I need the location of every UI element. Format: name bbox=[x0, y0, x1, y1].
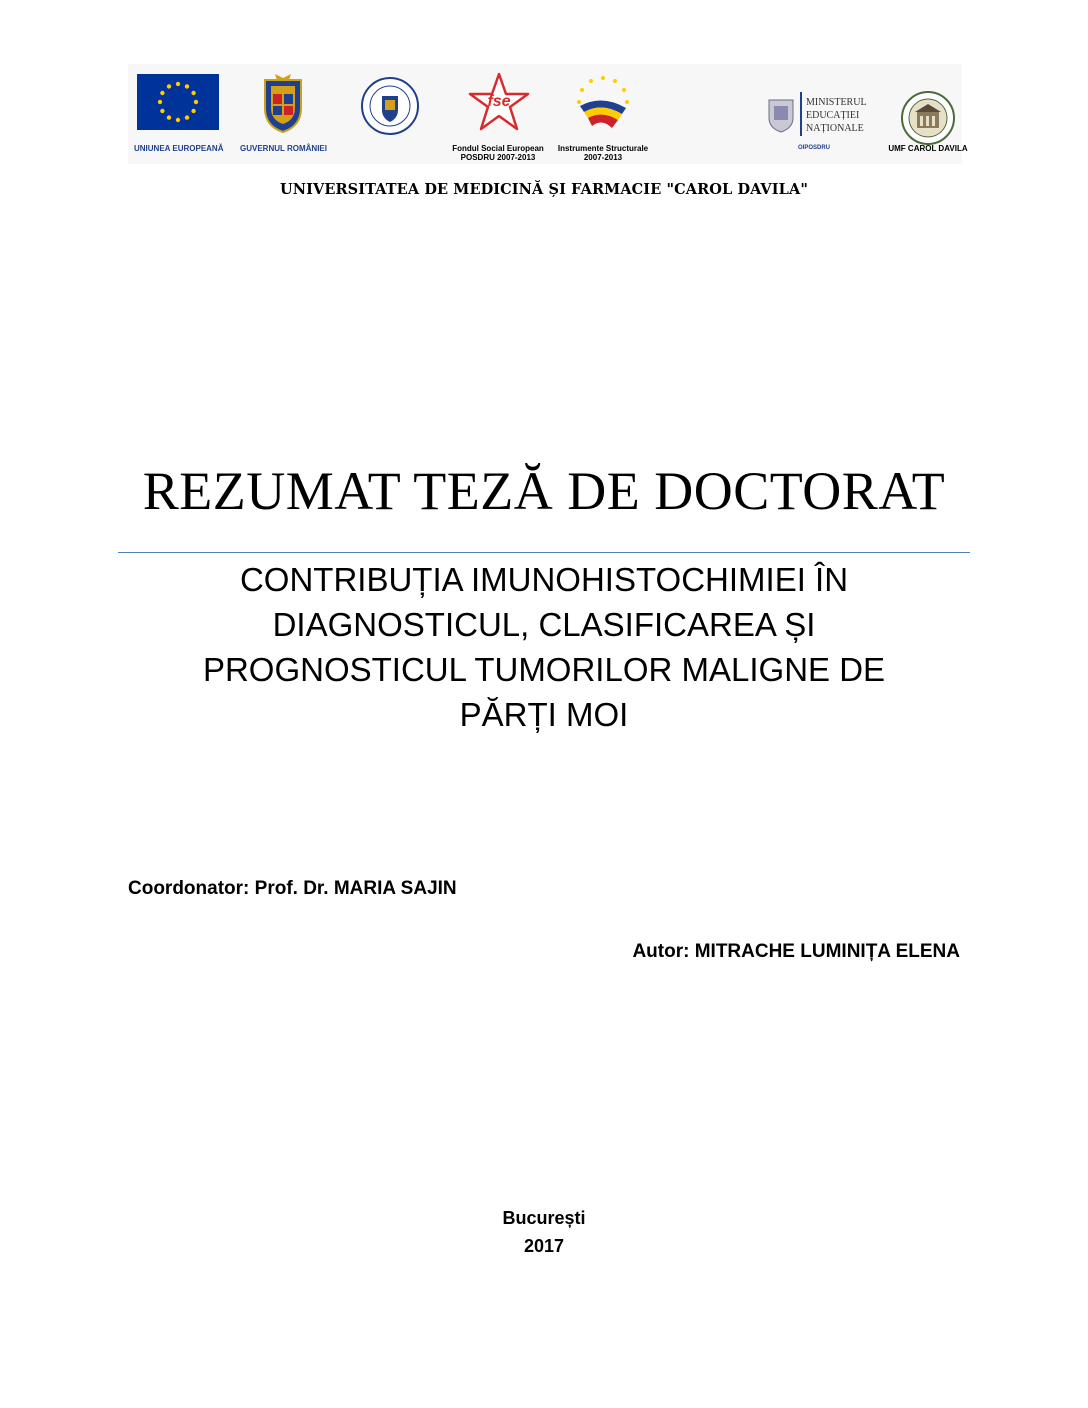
year: 2017 bbox=[523, 1236, 565, 1256]
romania-coat-of-arms-icon bbox=[261, 72, 305, 134]
subtitle-line: PROGNOSTICUL TUMORILOR MALIGNE DE bbox=[202, 651, 886, 688]
place: București bbox=[502, 1208, 586, 1228]
thesis-subtitle bbox=[120, 557, 968, 737]
ministry-divider bbox=[800, 92, 802, 136]
romania-round-seal-icon bbox=[360, 76, 420, 136]
page-title: REZUMAT TEZĂ DE DOCTORAT bbox=[142, 461, 946, 521]
title-divider bbox=[118, 552, 970, 553]
ministry-line3: NAȚIONALE bbox=[806, 123, 864, 134]
ministry-line2: EDUCAȚIEI bbox=[806, 110, 860, 121]
ministry-crest-icon bbox=[766, 94, 796, 134]
logo-strip bbox=[128, 64, 968, 164]
fse-caption-line1: Fondul Social European bbox=[452, 144, 544, 153]
author: Autor: MITRACHE LUMINIȚA ELENA bbox=[632, 941, 960, 962]
is-caption-line1: Instrumente Structurale bbox=[557, 144, 649, 153]
subtitle-line: PĂRȚI MOI bbox=[459, 696, 629, 733]
umf-caption: UMF CAROL DAVILA bbox=[888, 144, 968, 153]
ministry-caption: OIPOSDRU bbox=[797, 145, 830, 151]
is-caption-line2: 2007-2013 bbox=[583, 153, 623, 162]
subtitle-line: CONTRIBUȚIA IMUNOHISTOCHIMIEI ÎN bbox=[239, 561, 849, 598]
gov-caption: GUVERNUL ROMÂNIEI bbox=[240, 144, 327, 153]
structural-instruments-icon bbox=[572, 72, 634, 134]
subtitle-line: DIAGNOSTICUL, CLASIFICAREA ȘI bbox=[272, 606, 816, 643]
coordinator: Coordonator: Prof. Dr. MARIA SAJIN bbox=[128, 878, 457, 899]
fse-caption-line2: POSDRU 2007-2013 bbox=[460, 153, 536, 162]
eu-flag-icon bbox=[137, 74, 219, 130]
university-name: UNIVERSITATEA DE MEDICINĂ ȘI FARMACIE "CAROL DAVILA" bbox=[280, 181, 808, 198]
eu-caption: UNIUNEA EUROPEANĂ bbox=[134, 144, 224, 153]
ministry-line1: MINISTERUL bbox=[806, 97, 867, 108]
fse-logo-text: fse bbox=[487, 93, 511, 110]
umf-carol-davila-seal-icon bbox=[900, 90, 956, 146]
